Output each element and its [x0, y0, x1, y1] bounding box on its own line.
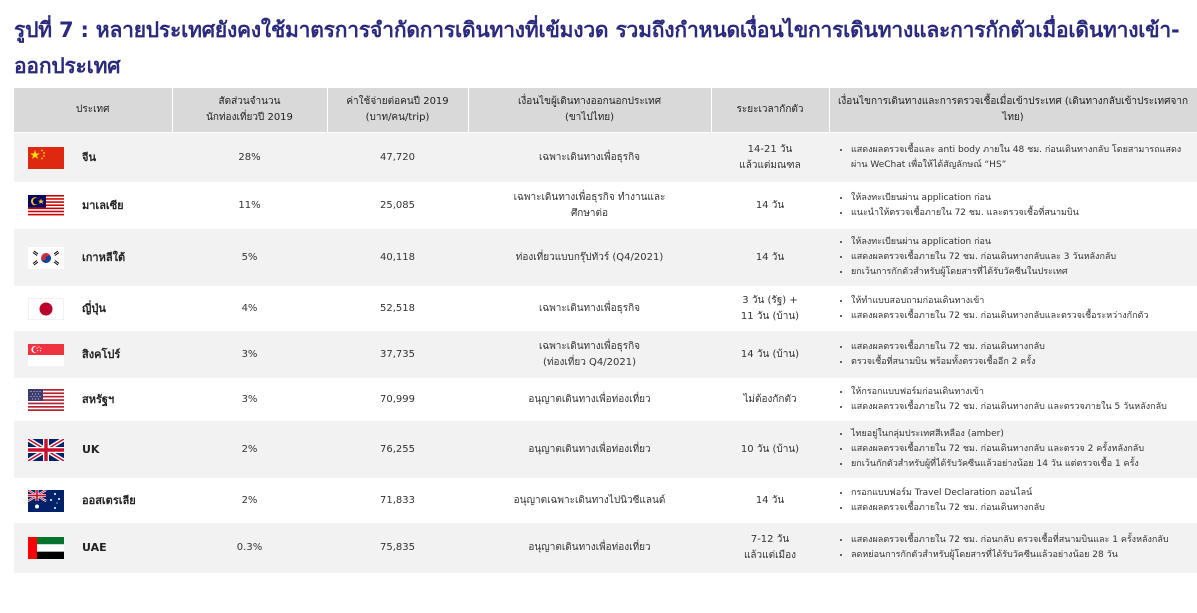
- list-item: • แสดงผลตรวจเชื้อและ anti body ภายใน 48 ชม. ก่อนเดินทางกลับ โดยสามารถแสดงผ่าน WeChat เพื่อให้ได้สัญลักษณ์ “HS”: [851, 143, 1196, 173]
- table-row: [14, 287, 1197, 331]
- list-item: • กรอกแบบฟอร์ม Travel Declaration ออนไลน์: [851, 486, 1196, 501]
- entry-condition-cell: [829, 479, 1197, 523]
- country-name: UAE: [82, 540, 107, 554]
- header-entry-condition: เงื่อนไขการเดินทางและการตรวจเชื้อเมื่อเข้าประเทศ (เดินทางกลับเข้าประเทศจากไทย): [829, 88, 1197, 133]
- list-item: • ให้ทำแบบสอบถามก่อนเดินทางเข้า: [851, 294, 1196, 309]
- quarantine-cell: 14 วัน: [711, 183, 829, 229]
- china-flag-icon: [28, 147, 64, 169]
- table-row: [14, 523, 1197, 573]
- list-item: • แสดงผลตรวจเชื้อภายใน 72 ชม. ก่อนเดินทางกลับและ 3 วันหลังกลับ: [851, 250, 1196, 265]
- list-item: • ให้กรอกแบบฟอร์มก่อนเดินทางเข้า: [851, 385, 1196, 400]
- japan-flag-icon: [28, 298, 64, 320]
- title-line-1: รูปที่ 7 : หลายประเทศยังคงใช้มาตรการจำกัดการเดินทางที่เข้มงวด รวมถึงกำหนดเงื่อนไขการเดินทางและการกักตัวเมื่อเดินทางเข้า-: [14, 18, 1180, 42]
- australia-flag-icon: [28, 490, 64, 512]
- table-row: [14, 183, 1197, 229]
- list-item: • ตรวจเชื้อที่สนามบิน พร้อมทั้งตรวจเชื้ออีก 2 ครั้ง: [851, 355, 1196, 370]
- entry-condition-cell: [829, 287, 1197, 331]
- share-cell: 2%: [172, 479, 327, 523]
- quarantine-cell: 14 วัน (บ้าน): [711, 331, 829, 379]
- list-item: • ให้ลงทะเบียนผ่าน application ก่อน: [851, 235, 1196, 250]
- exit-condition-cell: อนุญาตเดินทางเพื่อท่องเที่ยว: [468, 421, 711, 479]
- uae-flag-icon: [28, 537, 64, 559]
- list-item: • แสดงผลตรวจเชื้อภายใน 72 ชม. ก่อนเดินทางกลับและตรวจเชื้อระหว่างกักตัว: [851, 309, 1196, 324]
- entry-condition-cell: [829, 379, 1197, 421]
- entry-condition-list: [839, 340, 1196, 370]
- travel-restrictions-table: [14, 88, 1197, 573]
- list-item: • แสดงผลตรวจเชื้อภายใน 72 ชม. ก่อนกลับ ตรวจเชื้อที่สนามบินและ 1 ครั้งหลังกลับ: [851, 533, 1196, 548]
- quarantine-cell: 14 วัน: [711, 229, 829, 287]
- country-name: ออสเตรเลีย: [82, 493, 136, 507]
- share-cell: 28%: [172, 133, 327, 183]
- quarantine-cell: ไม่ต้องกักตัว: [711, 379, 829, 421]
- list-item: • ลดหย่อนการกักตัวสำหรับผู้โดยสารที่ได้รับวัคซีนแล้วอย่างน้อย 28 วัน: [851, 548, 1196, 563]
- country-cell: [14, 287, 172, 331]
- country-name: สหรัฐฯ: [82, 392, 115, 406]
- quarantine-cell: 7-12 วัน แล้วแต่เมือง: [711, 523, 829, 573]
- entry-condition-list: [839, 427, 1196, 472]
- list-item: • แสดงผลตรวจเชื้อภายใน 72 ชม. ก่อนเดินทางกลับ และตรวจภายใน 5 วันหลังกลับ: [851, 400, 1196, 415]
- entry-condition-list: [839, 191, 1196, 221]
- table-row: [14, 229, 1197, 287]
- country-cell: [14, 421, 172, 479]
- header-quarantine: ระยะเวลากักตัว: [711, 88, 829, 133]
- page-title: [0, 0, 1197, 84]
- table-header-row: [14, 88, 1197, 133]
- country-name: สิงคโปร์: [82, 347, 121, 361]
- share-cell: 2%: [172, 421, 327, 479]
- quarantine-cell: 3 วัน (รัฐ) + 11 วัน (บ้าน): [711, 287, 829, 331]
- share-cell: 3%: [172, 379, 327, 421]
- entry-condition-list: [839, 486, 1196, 516]
- country-cell: [14, 183, 172, 229]
- usa-flag-icon: [28, 389, 64, 411]
- entry-condition-cell: [829, 133, 1197, 183]
- list-item: • ไทยอยู่ในกลุ่มประเทศสีเหลือง (amber): [851, 427, 1196, 442]
- uk-flag-icon: [28, 439, 64, 461]
- country-cell: [14, 229, 172, 287]
- entry-condition-cell: [829, 183, 1197, 229]
- spend-cell: 52,518: [327, 287, 468, 331]
- exit-condition-cell: เฉพาะเดินทางเพื่อธุรกิจ (ท่องเที่ยว Q4/2021): [468, 331, 711, 379]
- share-cell: 0.3%: [172, 523, 327, 573]
- share-cell: 4%: [172, 287, 327, 331]
- table-row: [14, 379, 1197, 421]
- spend-cell: 37,735: [327, 331, 468, 379]
- spend-cell: 76,255: [327, 421, 468, 479]
- entry-condition-cell: [829, 421, 1197, 479]
- list-item: • แสดงผลตรวจเชื้อภายใน 72 ชม. ก่อนเดินทางกลับ และตรวจ 2 ครั้งหลังกลับ: [851, 442, 1196, 457]
- entry-condition-list: [839, 235, 1196, 280]
- list-item: • ยกเว้นการกักตัวสำหรับผู้โดยสารที่ได้รับวัคซีนในประเทศ: [851, 265, 1196, 280]
- header-exit-condition: เงื่อนไขผู้เดินทางออกนอกประเทศ (ขาไปไทย): [468, 88, 711, 133]
- list-item: • แสดงผลตรวจเชื้อภายใน 72 ชม. ก่อนเดินทางกลับ: [851, 340, 1196, 355]
- spend-cell: 40,118: [327, 229, 468, 287]
- quarantine-cell: 14-21 วัน แล้วแต่มณฑล: [711, 133, 829, 183]
- table-row: [14, 331, 1197, 379]
- country-name: เกาหลีใต้: [82, 250, 126, 264]
- country-cell: [14, 479, 172, 523]
- share-cell: 11%: [172, 183, 327, 229]
- entry-condition-list: [839, 294, 1196, 324]
- share-cell: 5%: [172, 229, 327, 287]
- spend-cell: 71,833: [327, 479, 468, 523]
- spend-cell: 25,085: [327, 183, 468, 229]
- title-line-2: ออกประเทศ: [14, 54, 121, 78]
- entry-condition-list: [839, 533, 1196, 563]
- country-cell: [14, 379, 172, 421]
- country-name: มาเลเซีย: [82, 198, 124, 212]
- list-item: • ให้ลงทะเบียนผ่าน application ก่อน: [851, 191, 1196, 206]
- country-cell: [14, 133, 172, 183]
- table-row: [14, 133, 1197, 183]
- spend-cell: 75,835: [327, 523, 468, 573]
- singapore-flag-icon: [28, 344, 64, 366]
- quarantine-cell: 10 วัน (บ้าน): [711, 421, 829, 479]
- country-cell: [14, 523, 172, 573]
- share-cell: 3%: [172, 331, 327, 379]
- table-row: [14, 479, 1197, 523]
- list-item: • แสดงผลตรวจเชื้อภายใน 72 ชม. ก่อนเดินทางกลับ: [851, 501, 1196, 516]
- header-country: ประเทศ: [14, 88, 172, 133]
- header-share: สัดส่วนจำนวน นักท่องเที่ยวปี 2019: [172, 88, 327, 133]
- malaysia-flag-icon: [28, 195, 64, 217]
- entry-condition-list: [839, 385, 1196, 415]
- quarantine-cell: 14 วัน: [711, 479, 829, 523]
- spend-cell: 70,999: [327, 379, 468, 421]
- spend-cell: 47,720: [327, 133, 468, 183]
- list-item: • ยกเว้นกักตัวสำหรับผู้ที่ได้รับวัคซีนแล้วอย่างน้อย 14 วัน แต่ตรวจเชื้อ 1 ครั้ง: [851, 457, 1196, 472]
- list-item: • แนะนำให้ตรวจเชื้อภายใน 72 ชม. และตรวจเชื้อที่สนามบิน: [851, 206, 1196, 221]
- entry-condition-list: [839, 143, 1196, 173]
- entry-condition-cell: [829, 523, 1197, 573]
- exit-condition-cell: เฉพาะเดินทางเพื่อธุรกิจ: [468, 133, 711, 183]
- country-name: ญี่ปุ่น: [82, 301, 106, 315]
- exit-condition-cell: อนุญาตเฉพาะเดินทางไปนิวซีแลนด์: [468, 479, 711, 523]
- exit-condition-cell: เฉพาะเดินทางเพื่อธุรกิจ ทำงานและ ศึกษาต่อ: [468, 183, 711, 229]
- exit-condition-cell: เฉพาะเดินทางเพื่อธุรกิจ: [468, 287, 711, 331]
- south-korea-flag-icon: [28, 247, 64, 269]
- table-row: [14, 421, 1197, 479]
- header-spend: ค่าใช้จ่ายต่อคนปี 2019 (บาท/คน/trip): [327, 88, 468, 133]
- entry-condition-cell: [829, 229, 1197, 287]
- exit-condition-cell: ท่องเที่ยวแบบกรุ๊ปทัวร์ (Q4/2021): [468, 229, 711, 287]
- country-name: จีน: [82, 150, 96, 164]
- country-cell: [14, 331, 172, 379]
- entry-condition-cell: [829, 331, 1197, 379]
- exit-condition-cell: อนุญาตเดินทางเพื่อท่องเที่ยว: [468, 523, 711, 573]
- country-name: UK: [82, 442, 100, 456]
- exit-condition-cell: อนุญาตเดินทางเพื่อท่องเที่ยว: [468, 379, 711, 421]
